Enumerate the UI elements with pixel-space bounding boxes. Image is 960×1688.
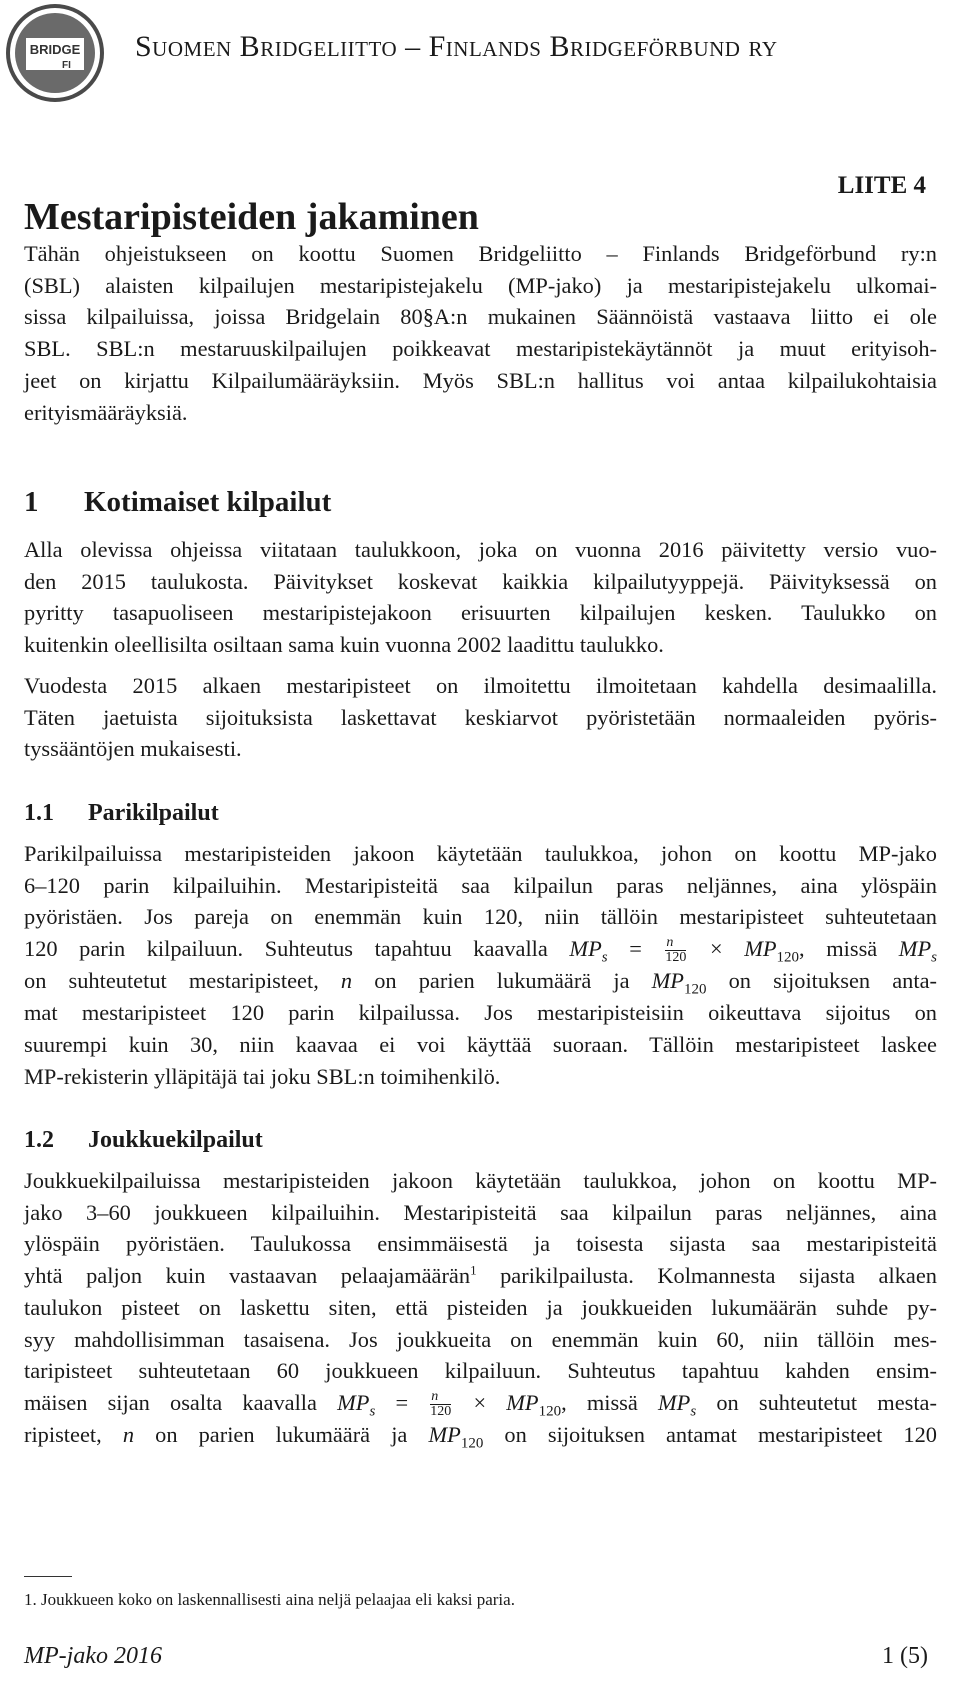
section-title: Parikilpailut bbox=[88, 800, 219, 826]
text-line: Alla olevissa ohjeissa viitataan taulukkoon, joka on vuonna 2016 päivitetty versio vuo- bbox=[24, 537, 937, 562]
text-line: mat mestaripisteet 120 parin kilpailussa. Jos mestaripisteisiin oikeuttava sijoitus on bbox=[24, 1000, 937, 1026]
text-line: yhtä paljon kuin vastaavan pelaajamäärän$^1$ parikilpailusta. Kolmannesta sijasta alkaen bbox=[24, 1262, 937, 1289]
formula: $MP_s$ = $\frac{n}{120}$ × $MP_{120}$ bbox=[337, 1389, 562, 1420]
footer-page-number: 1 (5) bbox=[882, 1643, 928, 1669]
text-line: (SBL) alaisten kilpailujen mestaripistejakelu (MP-jako) ja mestaripistejakelu ulkomai- bbox=[24, 272, 937, 298]
section-number: 1 bbox=[24, 486, 39, 518]
logo-text-bridge: BRIDGE bbox=[29, 42, 81, 57]
text-line: pyöristäen. Jos pareja on enemmän kuin 120, niin tällöin mestaripisteet suhteutetaan bbox=[24, 904, 937, 930]
section-title: Joukkuekilpailut bbox=[88, 1127, 263, 1153]
formula: $MP_s$ = $\frac{n}{120}$ × $MP_{120}$ bbox=[569, 935, 800, 966]
text-line: ylöspäin pyöristäen. Taulukossa ensimmäisestä ja toisesta sijasta saa mestaripisteitä bbox=[24, 1231, 937, 1257]
formula-line: mäisen sijan osalta kaavalla $MP_s$ = $\frac{n}{120}$ × $MP_{120}$, missä $MP_s$ on suhteutetut mesta- bbox=[24, 1389, 937, 1420]
text-line: sissa kilpailuissa, joissa Bridgelain 80§A:n mukainen Säännöistä vastaava liitto ei ole bbox=[24, 304, 937, 330]
section-heading-1-2 bbox=[24, 1127, 263, 1154]
section1-paragraph-1 bbox=[24, 534, 937, 661]
formula-line: 120 parin kilpailuun. Suhteutus tapahtuu kaavalla $MP_s$ = $\frac{n}{120}$ × $MP_{120}$, missä $MP_s$ bbox=[24, 935, 937, 966]
text-line: on suhteutetut mestaripisteet, n on parien lukumäärä ja $MP_{120}$ on sijoituksen anta- bbox=[24, 968, 937, 998]
text-line: Vuodesta 2015 alkaen mestaripisteet on ilmoitettu ilmoitetaan kahdella desimaalilla. bbox=[24, 673, 937, 698]
text-line: taulukon pisteet on laskettu siten, että pisteiden ja joukkueiden lukumäärän suhde py- bbox=[24, 1294, 937, 1320]
section-heading-1 bbox=[24, 486, 331, 519]
text-line: suurempi kuin 30, niin kaavaa ei voi käyttää suoraan. Tällöin mestaripisteet laskee bbox=[24, 1031, 937, 1057]
text-line: jeet on kirjattu Kilpailumääräyksiin. Myös SBL:n hallitus voi antaa kilpailukohtaisia bbox=[24, 367, 937, 393]
text-line: pyritty tasapuoliseen mestaripistejakoon erisuurten kilpailujen kesken. Taulukko on bbox=[24, 600, 937, 626]
section1-1-paragraph bbox=[24, 838, 937, 1092]
intro-paragraph bbox=[24, 238, 937, 428]
text-line: kuitenkin oleellisilta osiltaan sama kuin vuonna 2002 laadittu taulukko. bbox=[24, 632, 664, 658]
footnote-ref: 1 bbox=[470, 1262, 477, 1278]
section-number: 1.2 bbox=[24, 1127, 54, 1153]
footnote: 1. Joukkueen koko on laskennallisesti aina neljä pelaajaa eli kaksi paria. bbox=[24, 1590, 515, 1609]
logo-text-fi: FI bbox=[62, 60, 71, 71]
section1-2-paragraph bbox=[24, 1165, 937, 1451]
footnote-rule bbox=[24, 1576, 72, 1577]
section1-paragraph-2 bbox=[24, 670, 937, 765]
section-title: Kotimaiset kilpailut bbox=[84, 486, 332, 518]
text-line: Tähän ohjeistukseen on koottu Suomen Bridgeliitto – Finlands Bridgeförbund ry:n bbox=[24, 241, 937, 266]
text-line: den 2015 taulukosta. Päivitykset koskevat kaikkia kilpailutyyppejä. Päivityksessä on bbox=[24, 568, 937, 594]
document-title: Mestaripisteiden jakaminen bbox=[24, 196, 479, 238]
footer-document-name: MP-jako 2016 bbox=[24, 1643, 162, 1669]
bridge-fi-logo bbox=[4, 2, 106, 104]
text-line: Joukkuekilpailuissa mestaripisteiden jakoon käytetään taulukkoa, johon on koottu MP- bbox=[24, 1168, 937, 1193]
text-line: taripisteet suhteutetaan 60 joukkueen kilpailuun. Suhteutus tapahtuu kahden ensim- bbox=[24, 1358, 937, 1384]
text-line: MP-rekisterin ylläpitäjä tai joku SBL:n toimihenkilö. bbox=[24, 1063, 501, 1089]
section-number: 1.1 bbox=[24, 800, 54, 826]
text-line: erityismääräyksiä. bbox=[24, 399, 188, 425]
text-line: 6–120 parin kilpailuihin. Mestaripisteitä saa kilpailun paras neljännes, aina ylöspäin bbox=[24, 872, 937, 898]
text-line: jako 3–60 joukkueen kilpailuihin. Mestaripisteitä saa kilpailun paras neljännes, aina bbox=[24, 1199, 937, 1225]
text-line: tyssääntöjen mukaisesti. bbox=[24, 736, 242, 762]
text-line: Parikilpailuissa mestaripisteiden jakoon käytetään taulukkoa, johon on koottu MP-jako bbox=[24, 841, 937, 866]
section-heading-1-1 bbox=[24, 800, 219, 827]
text-line: Täten jaetuista sijoituksista laskettavat keskiarvot pyöristetään normaaleiden pyöris- bbox=[24, 704, 937, 730]
text-line: syy mahdollisimman tasaisena. Jos joukkueita on enemmän kuin 60, niin tällöin mes- bbox=[24, 1326, 937, 1352]
annex-label: LIITE 4 bbox=[837, 172, 926, 199]
header-title: Suomen Bridgeliitto – Finlands Bridgeförbund ry bbox=[135, 30, 778, 63]
text-line: SBL. SBL:n mestaruuskilpailujen poikkeavat mestaripistekäytännöt ja muut erityisoh- bbox=[24, 336, 937, 362]
text-line: ripisteet, n on parien lukumäärä ja $MP_{120}$ on sijoituksen antamat mestaripisteet 120 bbox=[24, 1422, 937, 1452]
